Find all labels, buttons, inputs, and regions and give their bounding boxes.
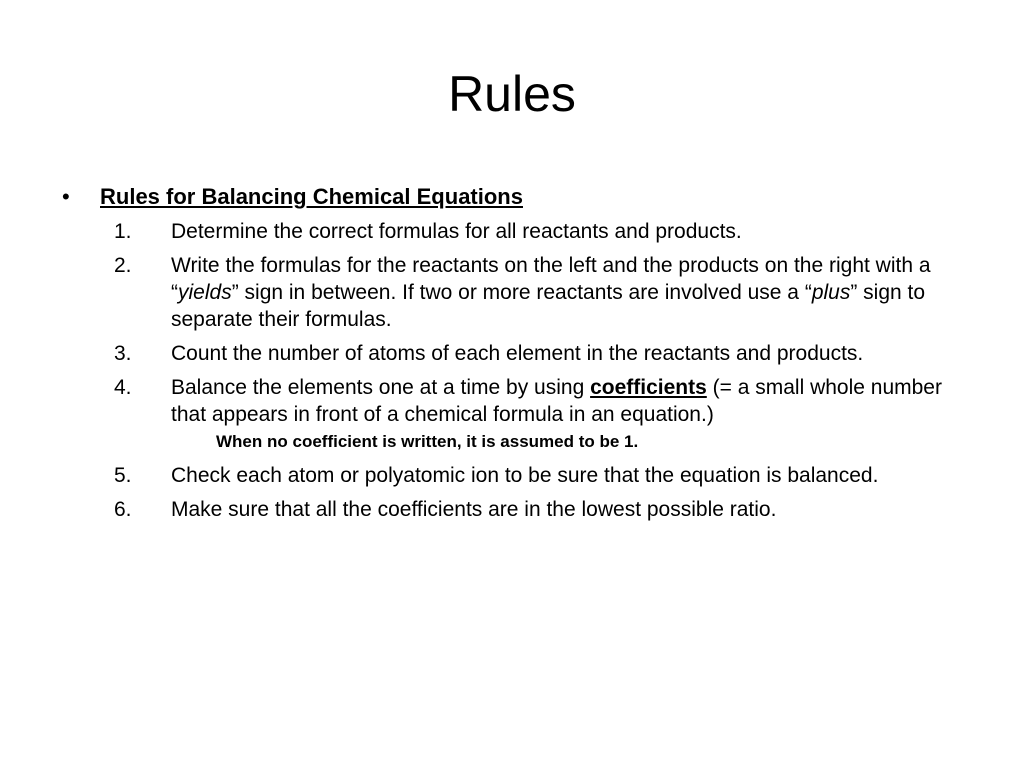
rule-text: [171, 252, 976, 333]
rule-text: [171, 374, 976, 428]
plus-term: plus: [811, 281, 851, 304]
rule-item-1: [56, 218, 976, 245]
rule-text-part: ” sign in between. If two or more reactants are involved use a “: [231, 281, 812, 304]
slide-content: [56, 180, 976, 530]
rule-number: 5.: [114, 464, 132, 487]
bullet-heading: Rules for Balancing Chemical Equations: [100, 184, 523, 209]
rule-item-2: [56, 252, 976, 333]
coefficient-note: When no coefficient is written, it is assumed to be 1.: [216, 432, 639, 451]
rule-item-3: [56, 340, 976, 367]
rule-text: Make sure that all the coefficients are in the lowest possible ratio.: [171, 498, 777, 521]
rule-item-4: [56, 374, 976, 428]
rule-text: Check each atom or polyatomic ion to be sure that the equation is balanced.: [171, 464, 879, 487]
rule-item-6: [56, 496, 976, 523]
rule-number: 1.: [114, 220, 132, 243]
rule-text-part: (= a small whole number that appears in front of a chemical formula in an equation.): [171, 376, 942, 426]
bullet-item: [56, 180, 976, 214]
rule-text-part: ” sign to separate their formulas.: [171, 281, 926, 331]
rule-text: Determine the correct formulas for all reactants and products.: [171, 220, 742, 243]
coefficients-term: coefficients: [590, 376, 707, 399]
rule-number: 3.: [114, 342, 132, 365]
yields-term: yields: [178, 281, 232, 304]
rule-number: 2.: [114, 254, 132, 277]
rule-item-5: [56, 462, 976, 489]
rules-list: [56, 218, 976, 523]
rule-text: Count the number of atoms of each element in the reactants and products.: [171, 342, 864, 365]
rule-number: 6.: [114, 498, 132, 521]
rule-number: 4.: [114, 376, 132, 399]
bullet-dot-icon: •: [62, 184, 70, 209]
slide-title: Rules: [448, 66, 576, 122]
rule-text-part: Write the formulas for the reactants on the left and the products on the right with a “: [171, 254, 931, 304]
rule-text-part: Balance the elements one at a time by using: [171, 376, 591, 399]
